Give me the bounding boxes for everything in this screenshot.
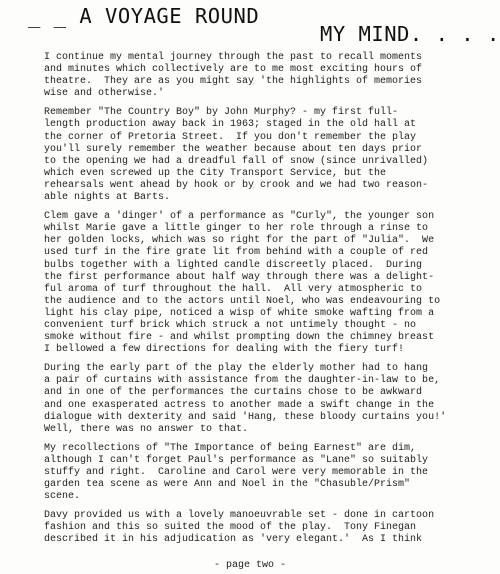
page-number: - page two - [213,560,286,571]
paragraph-set: Davy provided us with a lovely manoeuvrable set - done in cartoon fashion and this so suited the mood of the play. Tony Finegan described it in his adjudication as 'very elegant.' As I think [44,510,435,546]
paragraph-curtains: During the early part of the play the elderly mother had to hang a pair of curtains with assistance from the daughter-in-law to be, and in one of the performances the curtains chose to be awkward and one exasperated actress to another made a swift change in the dialogue with dexterity and said 'Hang, these bloody curtains you!' Well, there was no answer to that. [44,363,447,435]
title-line-2: MY MIND. . . . [320,22,500,46]
paragraph-country-boy: Remember "The Country Boy" by John Murphy? - my first full- length production away back in 1963; staged in the old hall at the corner of Pretoria Street. If you don't remember the play you'll surely remember the weather because about ten days prior to the opening we had a dreadful fall of snow (since unrivalled) which even screwed up the City Transport Service, but the rehearsals went ahead by hook or by crook and we had two reason- able nights at Barts. [44,107,429,204]
body-text [44,52,496,554]
paragraph-curly: Clem gave a 'dinger' of a performance as "Curly", the younger son whilst Marie gave a little ginger to her role through a rinse to her golden locks, which was so right for the part of "Julia". We used turf in the fire grate lit from behind with a couple of red bulbs together with a lighted candle discreetly placed. During the first performance about half way through there was a delight- ful aroma of turf throughout the hall. All very atmospheric to the audience and to the actors until Noel, who was endeavouring to light his clay pipe, noticed a wisp of white smoke wafting from a convenient turf brick which struck a not untimely thought - no smoke without fire - and whilst prompting down the chimney breast I bellowed a few directions for dealing with the fiery turf! [44,211,441,356]
title-line-1: _ _ A VOYAGE ROUND [28,4,260,28]
paragraph-earnest: My recollections of "The Importance of being Earnest" are dim, although I can't forget Paul's performance as "Lane" so suitably stuffy and right. Caroline and Carol were very memorable in the garden tea scene as were Ann and Noel in the "Chasuble/Prism" scene. [44,442,429,503]
paragraph-intro: I continue my mental journey through the past to recall moments and minutes which collectively are to me most exciting hours of theatre. They are as you might say 'the highlights of memories wise and otherwise.' [44,52,423,100]
